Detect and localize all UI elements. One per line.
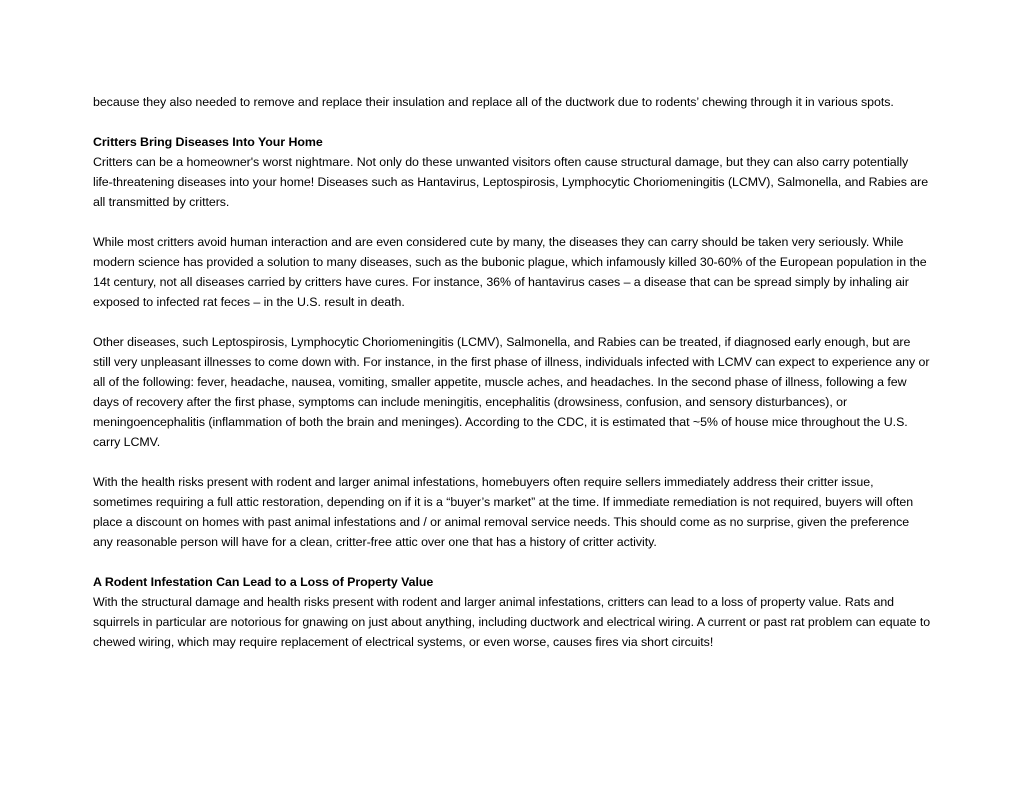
section-heading-diseases: Critters Bring Diseases Into Your Home — [93, 135, 323, 149]
section-heading-property-value: A Rodent Infestation Can Lead to a Loss of Property Value — [93, 575, 434, 589]
body-paragraph: While most critters avoid human interaction and are even considered cute by many, the diseases they can carry should be taken very seriously. While modern science has provided a solution to many diseases, such as the bubonic plague, which infamously killed 30-60% of the European population in the 14t century, not all diseases carried by critters have cures. For instance, 36% of hantavirus cases – a disease that can be spread simply by inhaling air exposed to infected rat feces – in the U.S. result in death. — [93, 235, 927, 309]
body-paragraph: Critters can be a homeowner's worst nightmare. Not only do these unwanted visitors often cause structural damage, but they can also carry potentially life-threatening diseases into your home! Diseases such as Hantavirus, Leptospirosis, Lymphocytic Choriomeningitis (LCMV), Salmonella, and Rabies are all transmitted by critters. — [93, 155, 929, 209]
body-paragraph: With the health risks present with rodent and larger animal infestations, homebuyers often require sellers immediately address their critter issue, sometimes requiring a full attic restoration, depending on if it is a “buyer’s market” at the time. If immediate remediation is not required, buyers will often place a discount on homes with past animal infestations and / or animal removal service needs. This should come as no surprise, given the preference any reasonable person will have for a clean, critter-free attic over one that has a history of critter activity. — [93, 475, 914, 549]
intro-continuation-paragraph: because they also needed to remove and replace their insulation and replace all of the ductwork due to rodents’ chewing through it in various spots. — [93, 95, 894, 109]
body-paragraph: Other diseases, such Leptospirosis, Lymphocytic Choriomeningitis (LCMV), Salmonella, and Rabies can be treated, if diagnosed early enough, but are still very unpleasant illnesses to come down with. For instance, in the first phase of illness, individuals infected with LCMV can expect to experience any or all of the following: fever, headache, nausea, vomiting, smaller appetite, muscle aches, and headaches. In the second phase of illness, following a few days of recovery after the first phase, symptoms can include meningitis, encephalitis (drowsiness, confusion, and sensory disturbances), or meningoencephalitis (inflammation of both the brain and meninges). According to the CDC, it is estimated that ~5% of house mice throughout the U.S. carry LCMV. — [93, 335, 930, 449]
document-page — [93, 92, 931, 672]
body-paragraph: With the structural damage and health risks present with rodent and larger animal infestations, critters can lead to a loss of property value. Rats and squirrels in particular are notorious for gnawing on just about anything, including ductwork and electrical wiring. A current or past rat problem can equate to chewed wiring, which may require replacement of electrical systems, or even worse, causes fires via short circuits! — [93, 595, 931, 649]
